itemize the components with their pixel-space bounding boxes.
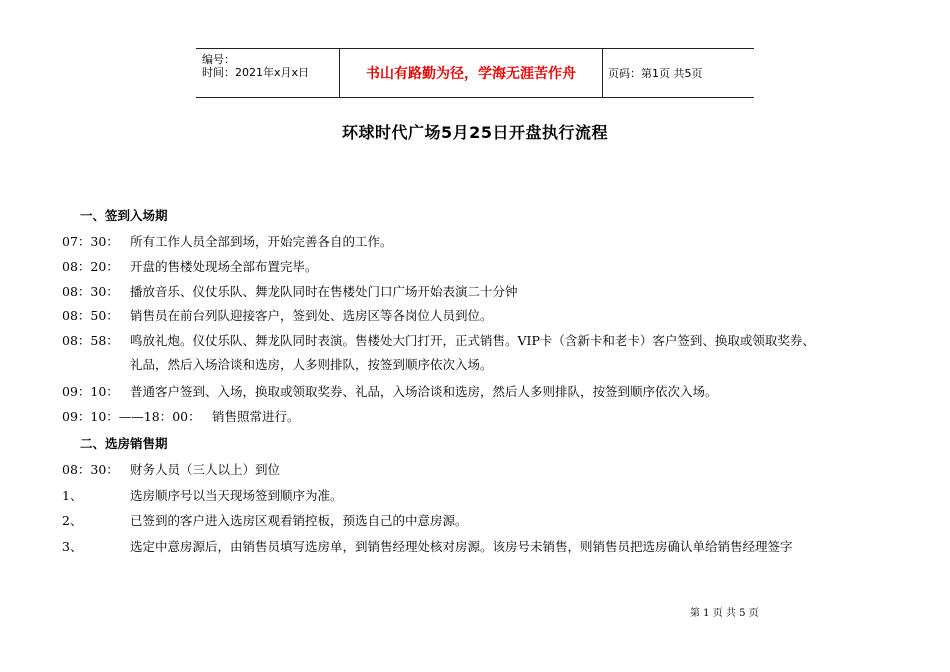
row-text: 播放音乐、仪仗乐队、舞龙队同时在售楼处门口广场开始表演二十分钟 <box>130 284 518 299</box>
section-heading-checkin: 一、签到入场期 <box>80 208 168 223</box>
row-time: 08：20： <box>62 259 119 274</box>
time-label: 时间：2021年x月x日 <box>202 66 310 79</box>
section-heading-sales: 二、选房销售期 <box>80 436 168 451</box>
row-text: 鸣放礼炮。仪仗乐队、舞龙队同时表演。售楼处大门打开，正式销售。VIP卡（含新卡和老卡）客户签到、换取或领取奖券、 <box>130 333 815 348</box>
row-text: 销售照常进行。 <box>212 409 300 424</box>
number-label: 编号： <box>202 53 235 66</box>
page-code: 页码：第1页 共5页 <box>608 67 703 80</box>
row-text: 销售员在前台列队迎接客户，签到处、选房区等各岗位人员到位。 <box>130 308 493 323</box>
item-number: 3、 <box>62 539 83 554</box>
item-text: 已签到的客户进入选房区观看销控板，预选自己的中意房源。 <box>130 513 468 528</box>
row-time: 08：30： <box>62 284 119 299</box>
page-footer: 第 1 页 共 5 页 <box>690 608 759 619</box>
row-time: 08：58： <box>62 333 119 348</box>
row-text: 普通客户签到、入场，换取或领取奖券、礼品，入场洽谈和选房，然后人多则排队，按签到顺序依次入场。 <box>130 384 718 399</box>
item-number: 2、 <box>62 513 83 528</box>
item-text: 选房顺序号以当天现场签到顺序为准。 <box>130 488 343 503</box>
row-time: 09：10： <box>62 384 119 399</box>
row-text: 财务人员（三人以上）到位 <box>130 462 281 477</box>
document-title: 环球时代广场5月25日开盘执行流程 <box>342 123 608 142</box>
header-meta <box>196 49 339 97</box>
item-text: 选定中意房源后，由销售员填写选房单，到销售经理处核对房源。该房号未销售，则销售员把选房确认单给销售经理签字 <box>130 539 793 554</box>
row-text-continued: 礼品，然后入场洽谈和选房，人多则排队，按签到顺序依次入场。 <box>130 357 493 372</box>
item-number: 1、 <box>62 488 83 503</box>
row-time: 07：30： <box>62 234 119 249</box>
motto-text: 书山有路勤为径，学海无涯苦作舟 <box>339 49 603 97</box>
row-time: 08：30： <box>62 462 119 477</box>
row-time: 08：50： <box>62 308 119 323</box>
document-header <box>196 48 754 98</box>
row-text: 开盘的售楼处现场全部布置完毕。 <box>130 259 318 274</box>
row-time: 09：10：——18：00： <box>62 409 201 424</box>
row-text: 所有工作人员全部到场，开始完善各自的工作。 <box>130 234 393 249</box>
